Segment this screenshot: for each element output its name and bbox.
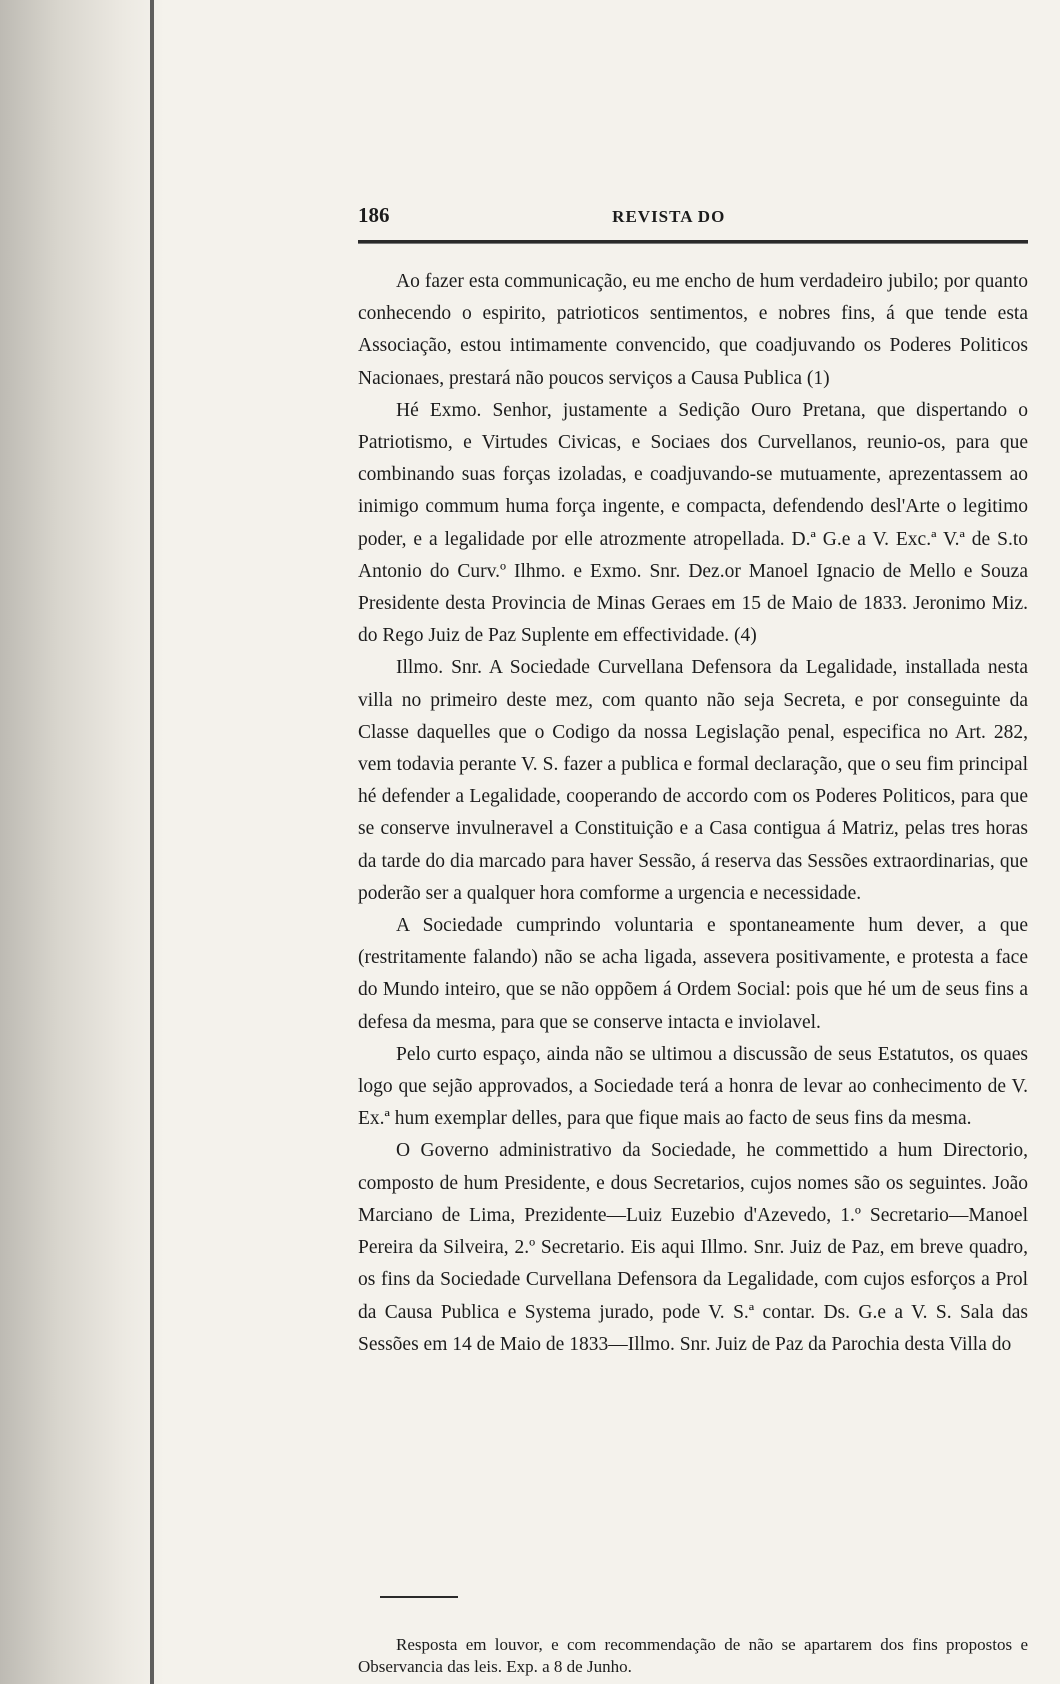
paragraph: Hé Exmo. Senhor, justamente a Sedição Ouro Pretana, que dispertando o Patriotismo, e Virtudes Civicas, e Sociaes dos Curvellanos, reunio-os, para que combinando suas forças izoladas, e coadjuvando-se mutuamente, aprezentassem ao inimigo commum huma força ingente, e compacta, defendendo desl'Arte o legitimo poder, e a legalidade por elle atrozmente atropellada. D.ª G.e a V. Exc.ª V.ª de S.to Antonio do Curv.º Ilhmo. e Exmo. Snr. Dez.or Manoel Ignacio de Mello e Souza Presidente desta Provincia de Minas Geraes em 15 de Maio de 1833. Jeronimo Miz. do Rego Juiz de Paz Suplente em effectividade. (4) — [358, 399, 1028, 647]
header-rule — [358, 240, 1028, 244]
page-binding-shadow — [0, 0, 165, 1684]
footnote-rule — [380, 1596, 458, 1598]
page-binding-edge — [150, 0, 154, 1684]
running-header — [358, 205, 1028, 226]
paragraph: Pelo curto espaço, ainda não se ultimou a discussão de seus Estatutos, os quaes logo que sejão approvados, a Sociedade terá a honra de levar ao conhecimento de V. Ex.ª hum exemplar delles, para que fique mais ao facto de seus fins da mesma. — [358, 1043, 1028, 1130]
paragraph: O Governo administrativo da Sociedade, he commettido a hum Directorio, composto de hum Presidente, e dous Secretarios, cujos nomes são os seguintes. João Marciano de Lima, Prezidente—Luiz Euzebio d'Azevedo, 1.º Secretario—Manoel Pereira da Silveira, 2.º Secretario. Eis aqui Illmo. Snr. Juiz de Paz, em breve quadro, os fins da Sociedade Curvellana Defensora da Legalidade, com cujos esforços a Prol da Causa Publica e Systema jurado, pode V. S.ª contar. Ds. G.e a V. S. Sala das Sessões em 14 de Maio de 1833—Illmo. Snr. Juiz de Paz da Parochia desta Villa do — [358, 1140, 1028, 1355]
running-title: REVISTA DO — [612, 207, 726, 226]
paragraph: A Sociedade cumprindo voluntaria e spontaneamente hum dever, a que (restritamente falando) não se acha ligada, assevera positivamente, e protesta a face do Mundo inteiro, que se não oppõem á Ordem Social: pois que hé um de seus fins a defesa da mesma, para que se conserve intacta e inviolavel. — [358, 915, 1028, 1033]
page-text-block — [358, 205, 1028, 1361]
paragraph: Ao fazer esta communicação, eu me encho de hum verdadeiro jubilo; por quanto conhecendo o espirito, patrioticos sentimentos, e nobres fins, á que tende esta Associação, estou intimamente convencido, que coadjuvando os Poderes Politicos Nacionaes, prestará não poucos serviços a Causa Publica (1) — [358, 271, 1028, 389]
paragraph: Illmo. Snr. A Sociedade Curvellana Defensora da Legalidade, installada nesta villa no primeiro deste mez, com quanto não seja Secreta, e por conseguinte da Classe daquelles que o Codigo da nossa Legislação penal, especifica no Art. 282, vem todavia perante V. S. fazer a publica e formal declaração, que o seu fim principal hé defender a Legalidade, cooperando de accordo com os Poderes Politicos, para que se conserve invulneravel a Constituição e a Casa contigua á Matriz, pelas tres horas da tarde do dia marcado para haver Sessão, á reserva das Sessões extraordinarias, que poderão ser a qualquer hora comforme a urgencia e necessidade. — [358, 657, 1028, 904]
page-number: 186 — [358, 203, 390, 227]
footnote: Resposta em louvor, e com recommendação de não se apartarem dos fins propostos e Observancia das leis. Exp. a 8 de Junho. — [358, 1635, 1028, 1676]
